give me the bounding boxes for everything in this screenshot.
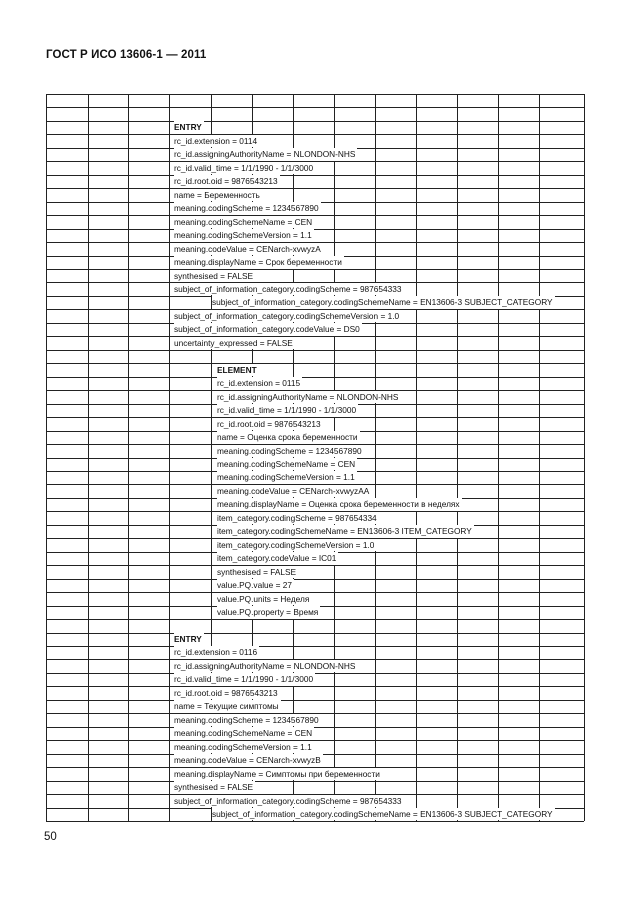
row-line	[46, 175, 584, 176]
row-line	[46, 215, 584, 216]
column-line	[539, 94, 540, 821]
table-row: rc_id.extension = 0114	[174, 135, 258, 146]
table-row: subject_of_information_category.codingSchemeName = EN13606-3 SUBJECT_CATEGORY	[212, 297, 553, 308]
table-row: meaning.codingScheme = 1234567890	[174, 714, 319, 725]
table-row: meaning.codeValue = CENarch-xvwyzB	[174, 755, 321, 766]
table-row: item_category.codeValue = IC01	[217, 553, 337, 564]
column-line	[46, 94, 47, 821]
table-row: meaning.displayName = Оценка срока беременности в неделях	[217, 499, 460, 510]
table-row: name = Беременность	[174, 189, 260, 200]
column-line	[584, 94, 585, 821]
table-row: subject_of_information_category.codeValue = DS0	[174, 324, 360, 335]
table-row: name = Текущие симптомы	[174, 701, 279, 712]
row-line	[46, 700, 584, 701]
table-row: meaning.codeValue = CENarch-xvwyzA	[174, 243, 321, 254]
table-row: subject_of_information_category.codingSchemeVersion = 1.0	[174, 310, 400, 321]
row-line	[46, 727, 584, 728]
row-line	[46, 363, 584, 364]
row-line	[46, 121, 584, 122]
table-row: name = Оценка срока беременности	[217, 432, 358, 443]
column-line	[416, 94, 417, 821]
table-row: meaning.codingSchemeVersion = 1.1	[217, 472, 355, 483]
row-line	[46, 336, 584, 337]
row-line	[46, 269, 584, 270]
table-row: rc_id.assigningAuthorityName = NLONDON-NHS	[174, 149, 356, 160]
table-row: synthesised = FALSE	[174, 270, 254, 281]
table-row: rc_id.root.oid = 9876543213	[217, 418, 321, 429]
row-line	[46, 579, 584, 580]
column-line	[88, 94, 89, 821]
table-row: item_category.codingSchemeName = EN13606-3 ITEM_CATEGORY	[217, 526, 472, 537]
table-row: ENTRY	[174, 634, 202, 645]
document-header: ГОСТ Р ИСО 13606-1 — 2011	[46, 49, 207, 61]
table-row: meaning.displayName = Срок беременности	[174, 257, 342, 268]
table-row: meaning.codingScheme = 1234567890	[174, 203, 319, 214]
row-line	[46, 686, 584, 687]
column-line	[169, 94, 170, 821]
table-row: rc_id.extension = 0116	[174, 647, 258, 658]
table-row: meaning.codingSchemeVersion = 1.1	[174, 230, 312, 241]
structure-table	[46, 94, 584, 821]
row-line	[46, 107, 584, 108]
row-line	[46, 134, 584, 135]
table-row: ELEMENT	[217, 364, 257, 375]
row-line	[46, 633, 584, 634]
table-row: synthesised = FALSE	[174, 782, 254, 793]
table-row: value.PQ.value = 27	[217, 580, 292, 591]
row-line	[46, 781, 584, 782]
table-row: item_category.codingSchemeVersion = 1.0	[217, 539, 375, 550]
row-line	[46, 592, 584, 593]
table-row: subject_of_information_category.codingScheme = 987654333	[174, 283, 402, 294]
table-row: subject_of_information_category.codingScheme = 987654333	[174, 795, 402, 806]
table-row: subject_of_information_category.codingSchemeName = EN13606-3 SUBJECT_CATEGORY	[212, 809, 553, 820]
row-line	[46, 646, 584, 647]
table-row: meaning.codingScheme = 1234567890	[217, 445, 362, 456]
page-number: 50	[44, 831, 57, 843]
column-line	[375, 94, 376, 821]
table-row: value.PQ.units = Неделя	[217, 593, 310, 604]
table-row: item_category.codingScheme = 987654334	[217, 512, 377, 523]
table-row: rc_id.valid_time = 1/1/1990 - 1/1/3000	[174, 674, 314, 685]
table-row: rc_id.valid_time = 1/1/1990 - 1/1/3000	[174, 162, 314, 173]
row-line	[46, 377, 584, 378]
table-row: meaning.codingSchemeName = CEN	[174, 216, 313, 227]
column-line	[457, 94, 458, 821]
row-line	[46, 188, 584, 189]
table-row: meaning.codingSchemeName = CEN	[217, 459, 356, 469]
column-line	[128, 94, 129, 821]
table-row: rc_id.root.oid = 9876543213	[174, 687, 278, 698]
row-line	[46, 740, 584, 741]
table-row: synthesised = FALSE	[217, 566, 297, 577]
table-row: meaning.codingSchemeVersion = 1.1	[174, 741, 312, 752]
column-line	[498, 94, 499, 821]
table-row: rc_id.root.oid = 9876543213	[174, 176, 278, 187]
table-row: uncertainty_expressed = FALSE	[174, 337, 293, 348]
table-row: rc_id.assigningAuthorityName = NLONDON-NHS	[174, 660, 356, 671]
table-row: value.PQ.property = Время	[217, 607, 319, 618]
row-line	[46, 229, 584, 230]
row-line	[46, 619, 584, 620]
table-row: meaning.codingSchemeName = CEN	[174, 728, 313, 739]
row-line	[46, 350, 584, 351]
table-row: rc_id.valid_time = 1/1/1990 - 1/1/3000	[217, 405, 357, 416]
row-line	[46, 821, 584, 822]
table-row: meaning.codeValue = CENarch-xvwyzAA	[217, 485, 370, 496]
row-line	[46, 94, 584, 95]
table-row: ENTRY	[174, 122, 202, 133]
table-row: rc_id.assigningAuthorityName = NLONDON-NHS	[217, 391, 399, 402]
row-line	[46, 565, 584, 566]
table-row: rc_id.extension = 0115	[217, 378, 301, 389]
table-row: meaning.displayName = Симптомы при беременности	[174, 768, 380, 779]
